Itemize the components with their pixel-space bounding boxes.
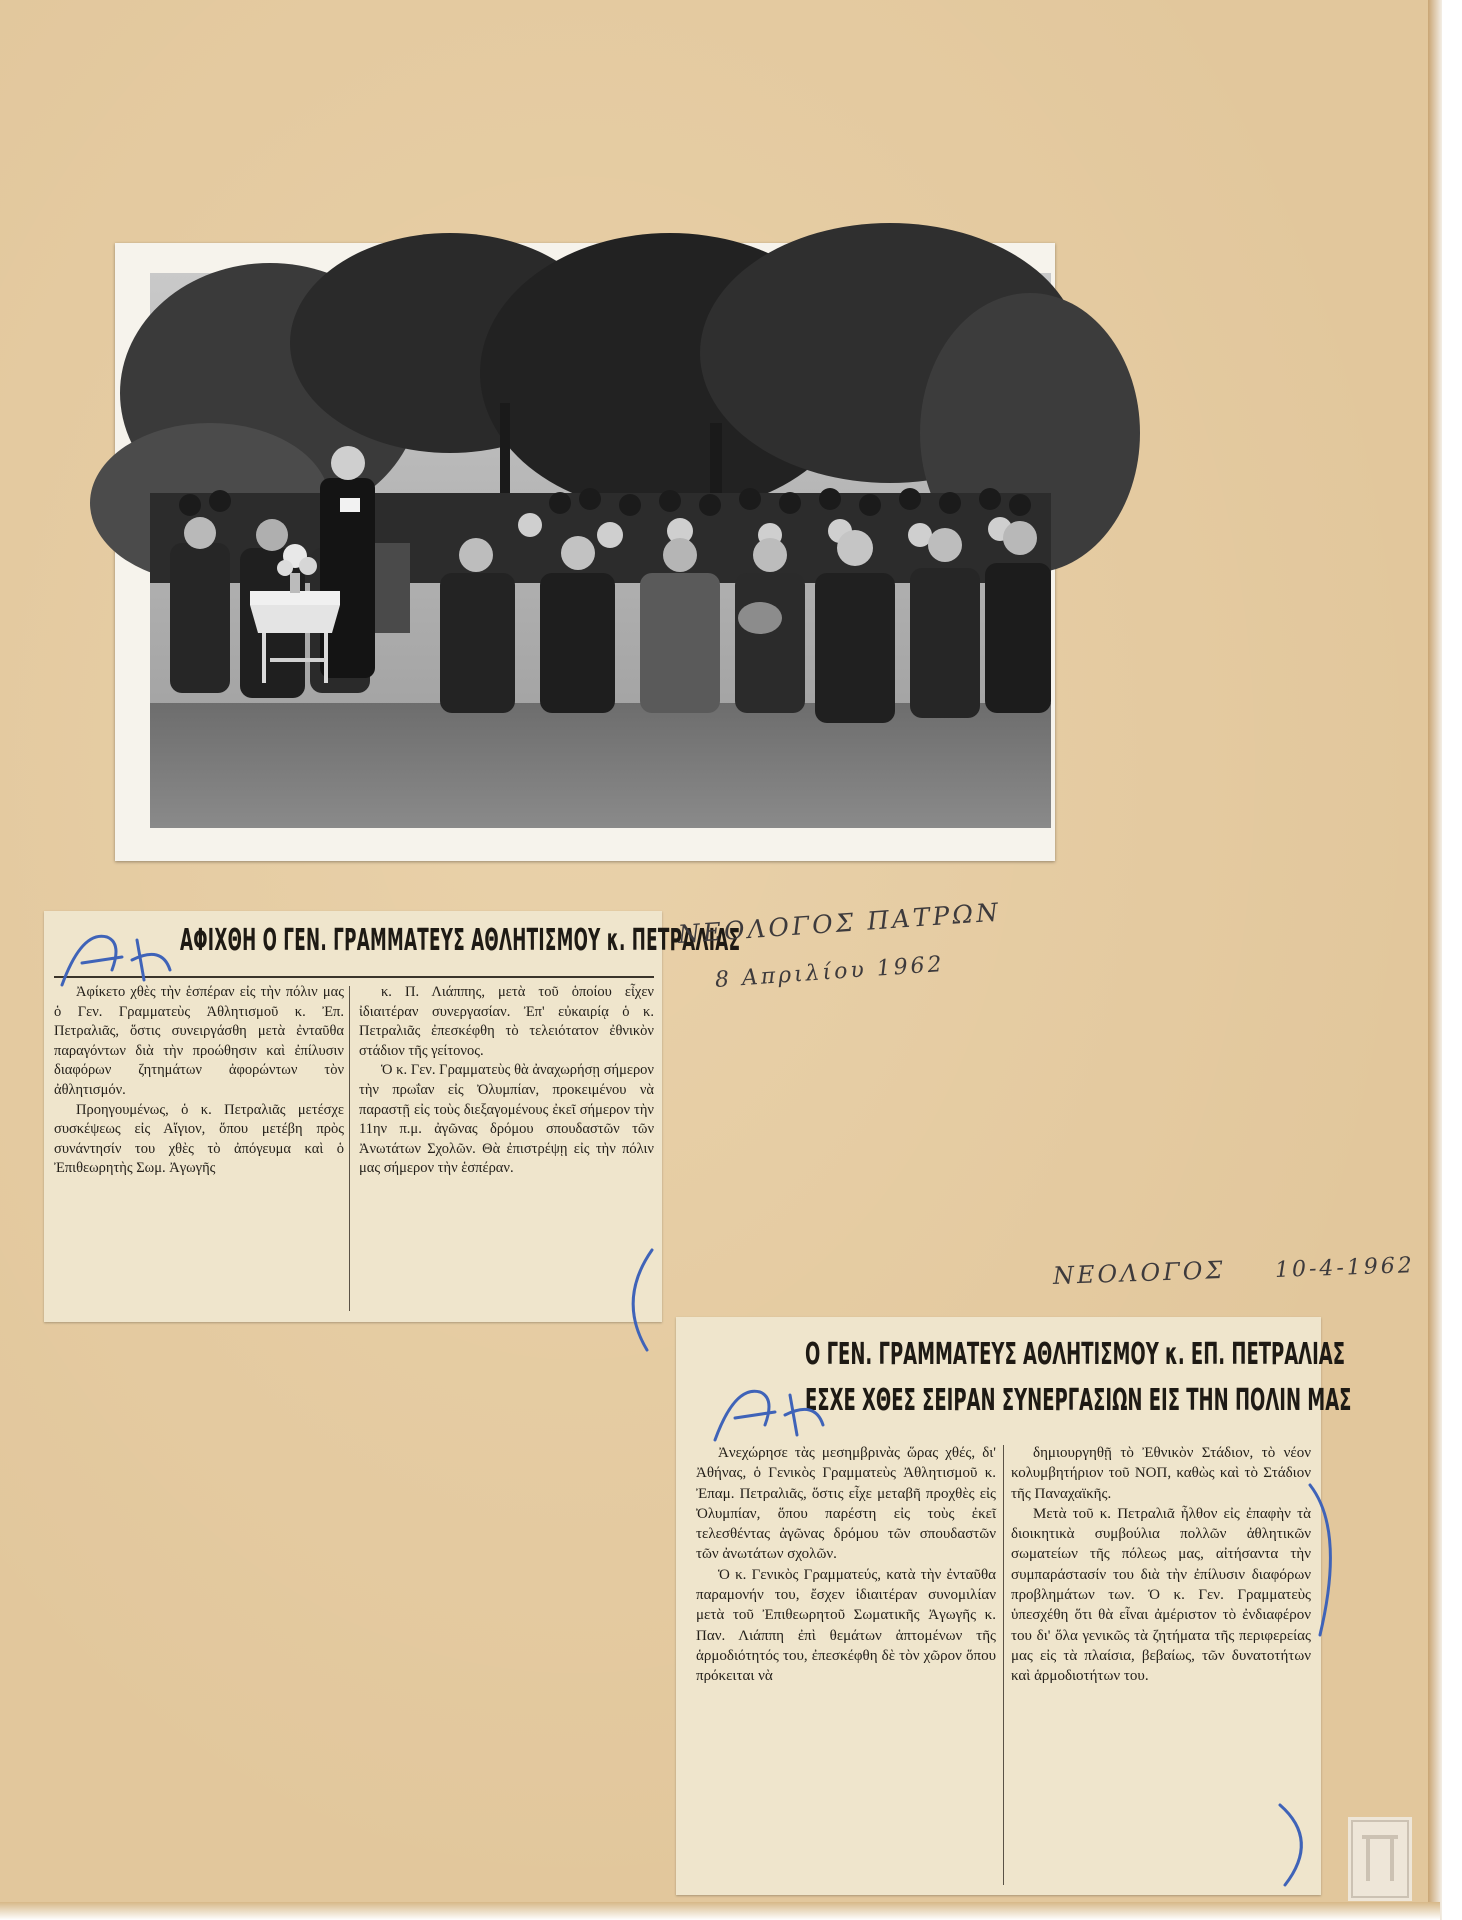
clipping2-column-left [696, 1443, 996, 1687]
clipping1-paragraph: Προηγουμένως, ὁ κ. Πετραλιᾶς μετέσχε συσκέψεως εἰς Αἴγιον, ὅπου μετέβη πρὸς συνάντησίν του χθὲς τὸ ἀπόγευμα καὶ ὁ Ἐπιθεωρητὴς Σωμ. Ἀγωγῆς [54, 1101, 344, 1177]
clipping1-paragraph: Ἀφίκετο χθὲς τὴν ἑσπέραν εἰς τὴν πόλιν μας ὁ Γεν. Γραμματεὺς Ἀθλητισμοῦ κ. Ἐπ. Πετραλιᾶς, ὅστις συνειργάσθη μετὰ ἐνταῦθα παραγόντων διὰ τὴν προώθησιν καὶ ἐπίλυσιν διαφόρων ζητημάτων ἀφορώντων τὸν ἀθλητισμόν. [54, 984, 344, 1098]
clipping1-column-right [359, 983, 654, 1179]
clipping2-paragraph: Ὁ κ. Γενικὸς Γραμματεύς, κατὰ τὴν ἐνταῦθα παραμονήν του, ἔσχεν ἰδιαιτέραν συνομιλίαν μετὰ τοῦ Ἐπιθεωρητοῦ Σωματικῆς Ἀγωγῆς κ. Παν. Λιάππη ἐπὶ θεμάτων ἁπτομένων τῆς ἁρμοδιότητός του, ἐπεσκέφθη δὲ τὸν χῶρον ὅπου πρόκειται νὰ [696, 1566, 996, 1685]
archive-logo-icon [1348, 1817, 1412, 1901]
page-bottom-edge [0, 1902, 1440, 1920]
handwritten-source-note: ΝΕΟΛΟΓΟΣ ΠΑΤΡΩΝ [676, 897, 1002, 949]
ink-mark-2 [705, 1380, 835, 1450]
ink-mark-side-3 [1270, 1800, 1330, 1890]
ink-mark-1 [52, 925, 182, 995]
clipping1-paragraph: κ. Π. Λιάππης, μετὰ τοῦ ὁποίου εἶχεν ἰδιαιτέραν συνεργασίαν. Ἐπ' εὐκαιρίᾳ ὁ κ. Πετραλιᾶς ἐπεσκέφθη τὸ τελειότατον ἐθνικὸν στάδιον τῆς γείτονος. [359, 984, 654, 1059]
clipping1-column-left [54, 983, 344, 1179]
ink-mark-side-1 [592, 1245, 672, 1355]
clipping2-headline-line2: ΕΣΧΕ ΧΘΕΣ ΣΕΙΡΑΝ ΣΥΝΕΡΓΑΣΙΩΝ ΕΙΣ ΤΗΝ ΠΟΛΙΝ ΜΑΣ [805, 1383, 1352, 1418]
page-edge [1428, 0, 1442, 1920]
clipping2-headline-line1: Ο ΓΕΝ. ΓΡΑΜΜΑΤΕΥΣ ΑΘΛΗΤΙΣΜΟΥ κ. ΕΠ. ΠΕΤΡΑΛΙΑΣ [805, 1337, 1346, 1372]
ceremony-photograph [150, 273, 1051, 828]
clipping2-paragraph: Ἀνεχώρησε τὰς μεσημβρινὰς ὥρας χθές, δι' Ἀθήνας, ὁ Γενικὸς Γραμματεὺς Ἀθλητισμοῦ κ. Ἐπαμ. Πετραλιᾶς, ὅστις εἶχε μεταβῆ προχθὲς εἰς Ὀλυμπίαν, ὅπου παρέστη εἰς τοὺς ἐκεῖ τελεσθέντας ἀγῶνας δρόμου τῶν σπουδαστῶν τῶν ἀνωτάτων σχολῶν. [696, 1445, 996, 1563]
column-divider [349, 986, 350, 1311]
photo-illustration [150, 273, 1051, 828]
column-divider [1003, 1445, 1004, 1885]
clipping2-paragraph: δημιουργηθῇ τὸ Ἐθνικὸν Στάδιον, τὸ νέον κολυμβητήριον τοῦ ΝΟΠ, καθὼς καὶ τὸ Στάδιον τῆς Παναχαϊκῆς. [1011, 1445, 1311, 1502]
photo-mount [115, 243, 1055, 861]
handwritten-date-note: 8 Απριλίου 1962 [714, 951, 946, 993]
ink-mark-side-2 [1290, 1480, 1350, 1640]
handwritten-date-note-2: 10-4-1962 [1274, 1253, 1416, 1283]
clipping1-paragraph: Ὁ κ. Γεν. Γραμματεὺς θὰ ἀναχωρήσῃ σήμερον τὴν πρωΐαν εἰς Ὀλυμπίαν, προκειμένου νὰ παραστῇ εἰς τοὺς διεξαγομένους ἐκεῖ σήμερον τὴν 11ην π.μ. ἀγῶνας δρόμου σπουδαστῶν τῶν Ἀνωτάτων Σχολῶν. Θὰ ἐπιστρέψῃ εἰς τὴν πόλιν μας σήμερον τὴν ἑσπέραν. [359, 1062, 654, 1177]
clipping2-paragraph: Μετὰ τοῦ κ. Πετραλιᾶ ἦλθον εἰς ἐπαφὴν τὰ διοικητικὰ συμβούλια πολλῶν ἀθλητικῶν σωματείων τῆς πόλεως μας, αἰτήσαντα τὴν συμπαράστασίν του διὰ τὴν ἐπίλυσιν διαφόρων προβλημάτων των. Ὁ κ. Γεν. Γραμματεὺς ὑπεσχέθη ὅτι θὰ εἶναι ἀμέριστον τὸ ἐνδιαφέρον του δι' ὅλα γενικῶς τὰ ζητήματα τῆς περιφερείας μας εἰς τὰ πλαίσια, βεβαίως, τῶν δυνατοτήτων καὶ ἁρμοδιοτήτων του. [1011, 1505, 1311, 1685]
clipping1-headline: ΑΦΙΧΘΗ Ο ΓΕΝ. ΓΡΑΜΜΑΤΕΥΣ ΑΘΛΗΤΙΣΜΟΥ κ. ΠΕΤΡΑΛΙΑΣ [179, 923, 741, 958]
clipping2-column-right [1011, 1443, 1311, 1687]
handwritten-source-note-2: ΝΕΟΛΟΓΟΣ [1052, 1255, 1226, 1290]
